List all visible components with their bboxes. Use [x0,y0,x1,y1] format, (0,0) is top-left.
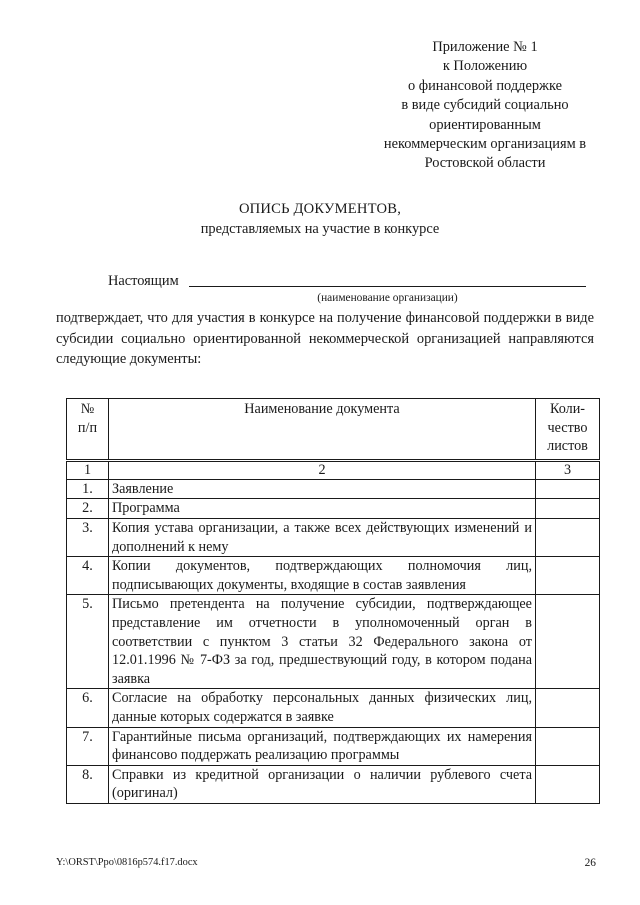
row-qty [536,765,600,803]
appendix-line: к Положению [442,58,528,75]
row-name: Согласие на обработку персональных данных физических лиц, данные которых содержатся в заявке [109,689,536,727]
appendix-line: в виде субсидий социально [401,97,569,114]
appendix-line: некоммерческим организациям в [383,136,587,153]
table-row [67,499,600,519]
appendix-line: Ростовской области [424,155,546,172]
column-number: 1 [67,460,109,479]
column-number: 3 [536,460,600,479]
appendix-line: о финансовой поддержке [407,77,563,94]
row-name: Копия устава организации, а также всех действующих изменений и дополнений к нему [109,518,536,556]
row-num: 4. [67,557,109,595]
appendix-line: Приложение № 1 [432,39,538,55]
row-num: 1. [67,479,109,499]
row-name: Письмо претендента на получение субсидии, подтверждающее представление им отчетности в уполномоченный орган в соответствии с пунктом 3 статьи 32 Федерального закона от 12.01.1996 № 7-ФЗ за год, предшествующий году, в котором подана заявка [109,595,536,689]
row-name: Заявление [109,479,536,499]
row-name: Копии документов, подтверждающих полномочия лиц, подписывающих документы, входящие в состав заявления [109,557,536,595]
row-num: 2. [67,499,109,519]
organization-name-blank [189,286,586,287]
table-row [67,595,600,689]
appendix-header [372,38,598,174]
row-name: Гарантийные письма организаций, подтверждающих их намерения финансово поддержать реализацию программы [109,727,536,765]
column-number: 2 [109,460,536,479]
row-qty [536,689,600,727]
row-qty [536,727,600,765]
row-num: 7. [67,727,109,765]
footer-file-path: Y:\ORST\Ppo\0816p574.f17.docx [56,857,198,868]
intro-lead: Настоящим [108,273,179,289]
row-name: Справки из кредитной организации о наличии рублевого счета (оригинал) [109,765,536,803]
row-qty [536,499,600,519]
table-row [67,765,600,803]
header-name: Наименование документа [109,399,536,461]
row-qty [536,595,600,689]
row-num: 3. [67,518,109,556]
table-row [67,479,600,499]
row-qty [536,518,600,556]
page-number: 26 [584,857,596,869]
row-qty [536,479,600,499]
intro-body: подтверждает, что для участия в конкурсе на получение финансовой поддержки в виде субсидии социально ориентированной некоммерческой организацией направляются следующие документы: [56,310,594,368]
table-row [67,518,600,556]
documents-table [66,398,600,804]
table-header-row [67,399,600,461]
document-title: ОПИСЬ ДОКУМЕНТОВ, [238,201,402,217]
row-name: Программа [109,499,536,519]
row-num: 5. [67,595,109,689]
row-num: 8. [67,765,109,803]
table-row [67,557,600,595]
header-num: № п/п [67,399,109,461]
table-row [67,689,600,727]
row-qty [536,557,600,595]
column-numbers-row [67,460,600,479]
appendix-line: ориентированным [429,116,541,133]
header-qty: Коли- чество листов [536,399,600,461]
organization-name-caption: (наименование организации) [317,292,458,304]
document-subtitle: представляемых на участие в конкурсе [200,221,440,237]
row-num: 6. [67,689,109,727]
table-row [67,727,600,765]
